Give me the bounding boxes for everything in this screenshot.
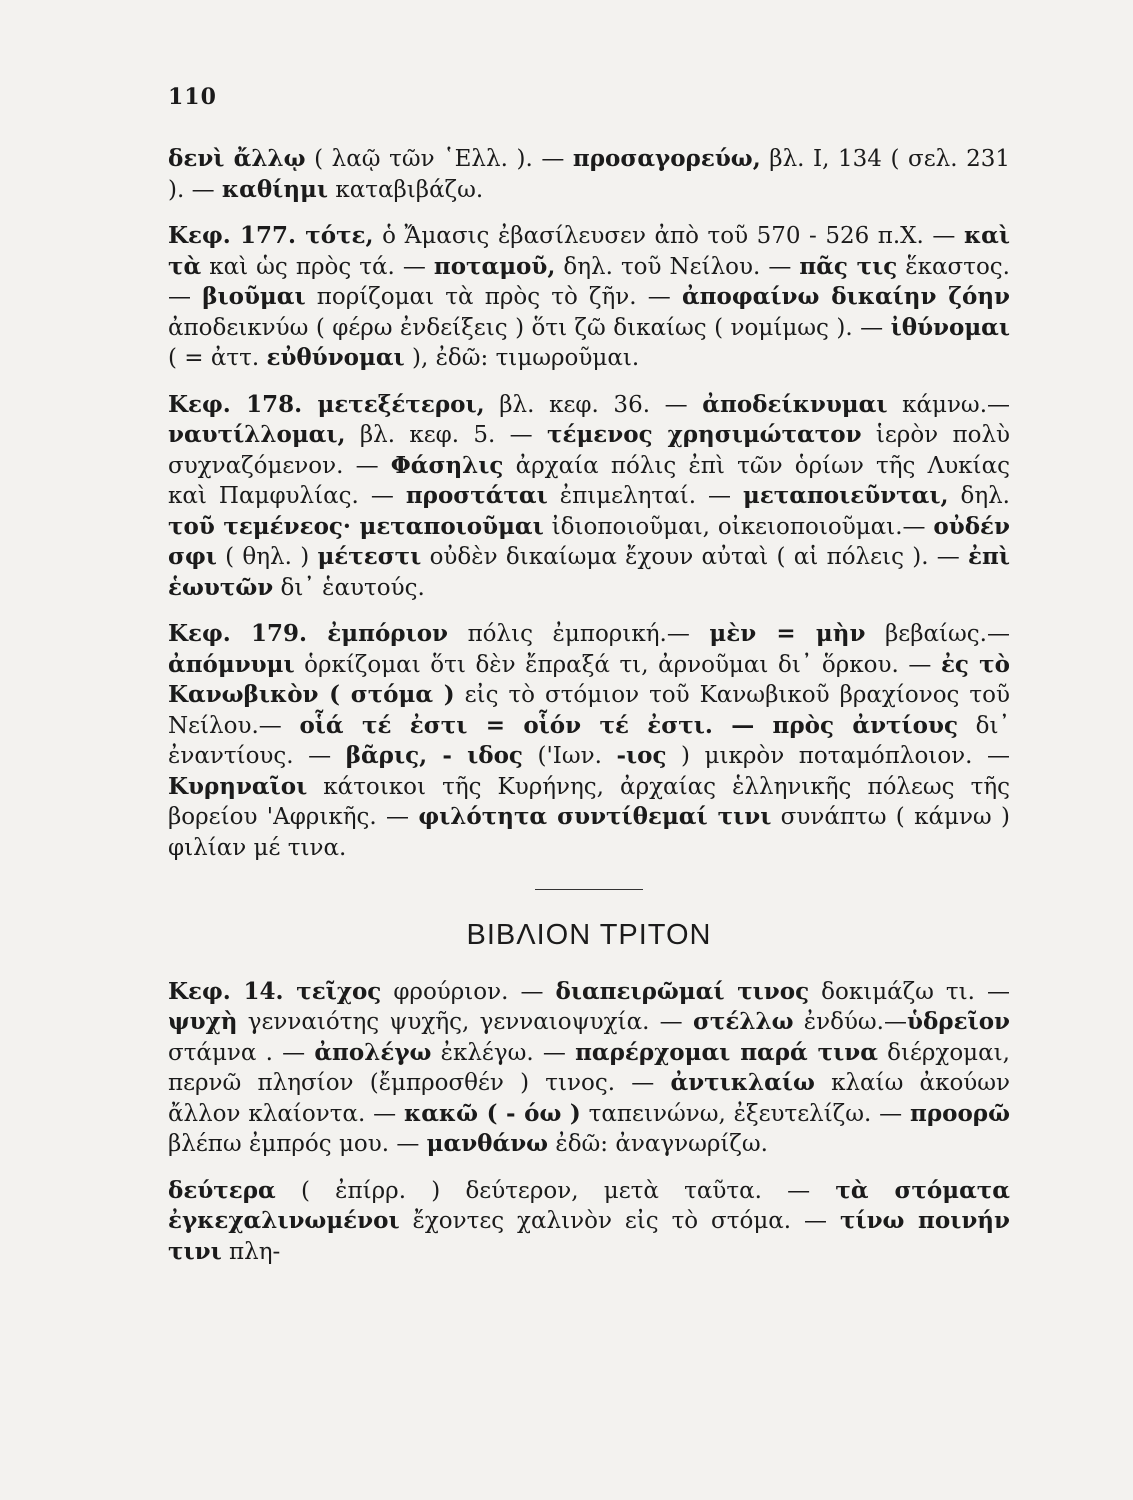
paragraph [168,977,1010,1160]
headword: ἰθύνομαι [890,313,1010,341]
gloss-text: ὁρκίζομαι ὅτι δὲν ἔπραξά τι, ἀρνοῦμαι δι᾽ ὅρκου. — [294,651,941,678]
headword: ποταμοῦ, [433,252,556,280]
headword: φιλότητα συντίθεμαί τινι [418,803,772,830]
gloss-text: δηλ. τοῦ Νείλου. — [555,253,800,280]
gloss-text: διέρχομαι, περνῶ πλησίον (ἔμπροσθέν ) τινος. — [168,1039,1010,1096]
commentary-section-before [168,144,1010,863]
gloss-text: ( = ἀττ. [168,345,267,371]
gloss-text: καταβιβάζω. [328,176,484,203]
headword: ἀντικλαίω [670,1069,815,1096]
headword: Κεφ. 178. μετεξέτεροι, [168,390,485,418]
gloss-text: ἐκλέγω. — [431,1039,576,1066]
headword: ἐπὶ ἑωυτῶν [168,543,1010,601]
paragraph [168,144,1010,205]
gloss-text: ἔχοντες χαλινὸν εἰς τὸ στόμα. — [399,1208,840,1234]
gloss-text: πόλις ἐμπορική.— [448,621,710,647]
gloss-text: βλ. κεφ. 36. — [484,391,703,418]
gloss-text: βλέπω ἐμπρός μου. — [168,1131,427,1157]
headword: μεταποιεῦνται, [742,482,949,509]
headword: μέτεστι [317,543,422,570]
gloss-text: συνάπτω ( κάμνω ) φιλίαν μέ τινα. [168,804,1010,861]
gloss-text: ), ἐδῶ: τιμωροῦμαι. [404,345,640,371]
headword: καὶ τὰ [168,222,1011,280]
section-divider [535,889,643,890]
gloss-text: ἕκαστος. — [168,253,1010,310]
gloss-text: ἱερὸν πολὺ συχναζόμενον. — [168,422,1010,479]
gloss-text: ἀρχαία πόλις ἐπὶ τῶν ὁρίων τῆς Λυκίας καὶ Παμφυλίας. — [168,452,1010,509]
headword: τίνω ποινήν τινι [168,1207,1010,1265]
headword: ἐς τὸ Κανωβικὸν ( στόμα ) [168,650,1010,708]
headword: μὲν = μὴν [709,620,866,647]
headword: Κεφ. 14. τεῖχος [168,977,382,1005]
gloss-text: πορίζομαι τὰ πρὸς τὸ ζῆν. — [305,284,682,310]
gloss-text: δηλ. [948,483,1010,509]
headword: ἀποφαίνω δικαίην ζόην [681,283,1010,310]
headword: προσαγορεύω, [572,145,761,172]
headword: εὐθύνομαι [266,344,405,371]
gloss-text: φρούριον. — [381,978,556,1005]
headword: προστάται [405,482,548,509]
headword: τέμενος χρησιμώτατον [547,421,862,448]
headword: Φάσηλις [390,451,504,479]
commentary-section-after [168,977,1010,1268]
headword: ψυχὴ [168,1008,238,1035]
gloss-text: βλ. κεφ. 5. — [345,422,547,448]
gloss-text: ἀποδεικνύω ( φέρω ἐνδείξεις ) ὅτι ζῶ δικαίως ( νομίμως ). — [168,314,891,341]
gloss-text: ὁ Ἄμασις ἐβασίλευσεν ἀπὸ τοῦ 570 - 526 π.Χ. — [373,223,964,249]
headword: δενὶ ἄλλῳ [168,145,306,172]
gloss-text: πλη- [221,1238,281,1265]
headword: -ιος [616,742,667,769]
gloss-text: ταπεινώνω, ἐξευτελίζω. — [580,1100,910,1127]
book-title: ΒΙΒΛΙΟΝ ΤΡΙΤΟΝ [466,919,712,951]
gloss-text: δι᾽ ἑαυτούς. [273,574,425,601]
paragraph [168,1176,1010,1268]
gloss-text: ) μικρὸν ποταμόπλοιον. — [666,743,1011,769]
gloss-text: ἐνδύω.— [793,1009,907,1035]
document-body [168,144,1010,1267]
headword: πᾶς τις [799,252,898,280]
gloss-text: κάτοικοι τῆς Κυρήνης, ἀρχαίας ἑλληνικῆς πόλεως τῆς βορείου 'Αφρικῆς. — [168,773,1010,830]
gloss-text: ( θηλ. ) [216,544,318,570]
gloss-text: κλαίω ἀκούων ἄλλον κλαίοντα. — [168,1070,1011,1127]
headword: κακῶ ( - όω ) [403,1099,581,1127]
headword: μανθάνω [426,1130,549,1157]
headword: καθίημι [221,175,329,203]
gloss-text: βλ. I, 134 ( σελ. 231 ). — [168,146,1011,203]
headword: Κυρηναῖοι [168,772,308,800]
page-number: 110 [168,84,217,110]
paragraph [168,221,1010,374]
headword: βιοῦμαι [202,283,306,310]
gloss-text: καὶ ὡς πρὸς τά. — [201,253,434,280]
headword: οἷά τέ ἐστι = οἷόν τέ ἐστι. — πρὸς ἀντίους [299,711,958,739]
headword: ἀπόμνυμι [168,650,295,678]
gloss-text: ἰδιοποιοῦμαι, οἰκειοποιοῦμαι.— [543,513,934,540]
paragraph [168,619,1010,863]
gloss-text: εἰς τὸ στόμιον τοῦ Κανωβικοῦ βραχίονος τοῦ Νείλου.— [168,682,1010,739]
gloss-text: οὐδὲν δικαίωμα ἔχουν αὐταὶ ( αἱ πόλεις ). — [421,544,969,570]
gloss-text: ἐπιμεληταί. — [547,483,743,509]
gloss-text: ( ἐπίρρ. ) δεύτερον, μετὰ ταῦτα. — [275,1177,836,1204]
headword: τοῦ τεμένεος· μεταποιοῦμαι [168,512,544,540]
gloss-text: ἐδῶ: ἀναγνωρίζω. [548,1131,768,1157]
headword: οὐδέν σφι [168,512,1010,570]
headword: διαπειρῶμαί τινος [555,977,810,1005]
headword: στέλλω [692,1008,794,1035]
gloss-text: δοκιμάζω τι. — [809,978,1011,1005]
gloss-text: ('Ιων. [522,743,617,769]
gloss-text: στάμνα . — [168,1039,315,1066]
headword: Κεφ. 179. ἐμπόριον [168,620,449,647]
headword: τὰ στόματα ἐγκεχαλινωμένοι [168,1176,1010,1234]
headword: προορῶ [910,1099,1011,1127]
headword: ναυτίλλομαι, [168,421,346,448]
gloss-text: γενναιότης ψυχῆς, γενναιοψυχία. — [237,1009,693,1035]
gloss-text: βεβαίως.— [865,621,1010,647]
headword: ἀπολέγω [314,1038,432,1066]
gloss-text: δι᾽ ἐναντίους. — [168,712,1010,769]
headword: ἀποδείκνυμαι [702,390,888,418]
headword: παρέρχομαι παρά τινα [575,1038,878,1066]
gloss-text: κάμνω.— [887,391,1010,418]
paragraph [168,390,1010,604]
headword: δεύτερα [168,1176,276,1204]
gloss-text: ( λαῷ τῶν ῾Ελλ. ). — [305,146,573,172]
headword: βᾶρις, - ιδος [345,742,523,769]
headword: ὑδρεῖον [907,1008,1011,1035]
headword: Κεφ. 177. τότε, [168,222,374,249]
